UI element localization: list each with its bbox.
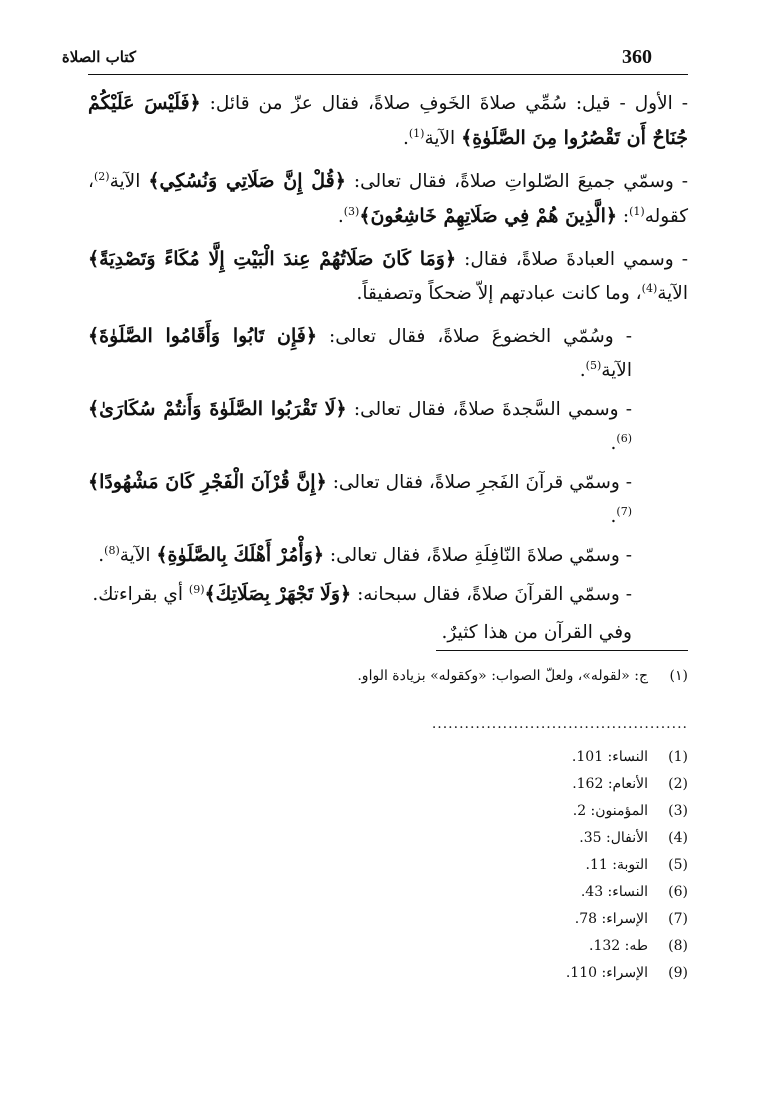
reference-item: (1)النساء: 101.	[571, 749, 688, 765]
reference-item: (7)الإسراء: 78.	[574, 911, 688, 927]
reference-item: (3)المؤمنون: 2.	[572, 803, 688, 819]
main-text	[88, 86, 688, 654]
quran-verse: ﴿وَمَا كَانَ صَلَاتُهُمْ عِندَ الْبَيْتِ إِلَّا مُكَاءً وَتَصْدِيَةً﴾	[88, 248, 457, 270]
quran-verse: ﴿إِنَّ قُرْآنَ الْفَجْرِ كَانَ مَشْهُودًا﴾	[88, 471, 327, 493]
paragraph-9: وفي القرآن من هذا كثيرٌ.	[441, 622, 632, 643]
reference-item: (8)طه: 132.	[588, 938, 688, 954]
footnote-rule	[436, 650, 688, 651]
quran-verse: ﴿الَّذِينَ هُمْ فِي صَلَاتِهِمْ خَاشِعُونَ﴾	[359, 205, 617, 227]
quran-verse: ﴿فَإِن تَابُوا وَأَقَامُوا الصَّلَوٰةَ﴾	[88, 325, 318, 347]
reference-item: (6)النساء: 43.	[580, 884, 688, 900]
paragraph-4: - وسُمّي الخضوعَ صلاةً، فقال تعالى: ﴿فَإِن تَابُوا وَأَقَامُوا الصَّلَوٰةَ﴾ الآية$^{(5)}$.	[88, 325, 632, 381]
footnote-marker: (1)	[629, 204, 645, 218]
footnote-text: ج: «لقوله»، ولعلّ الصواب: «وكقوله» بزيادة الواو.	[357, 668, 648, 684]
paragraph-3: - وسمي العبادةَ صلاةً، فقال: ﴿وَمَا كَانَ صَلَاتُهُمْ عِندَ الْبَيْتِ إِلَّا مُكَاءً وَتَصْدِيَةً﴾ الآية$^{(4)}$، وما كانت عبادتهم إلاّ ضحكاً وتصفيقاً.	[88, 248, 688, 304]
footnote-marker: (5)	[585, 358, 602, 372]
paragraph-5: - وسمي السَّجدةَ صلاةً، فقال تعالى: ﴿لَا تَقْرَبُوا الصَّلَوٰةَ وَأَنتُمْ سُكَارَىٰ﴾$^{(6)}$.	[88, 398, 632, 454]
reference-item: (9)الإسراء: 110.	[565, 965, 688, 981]
paragraph-8: - وسمّي القرآنَ صلاةً، فقال سبحانه: ﴿وَلَا تَجْهَرْ بِصَلَاتِكَ﴾$^{(9)}$ أي بقراءتك.	[92, 582, 632, 605]
paragraph-2: - وسمّي جميعَ الصّلواتِ صلاةً، فقال تعالى: ﴿قُلْ إِنَّ صَلَاتِي وَنُسُكِي﴾ الآية$^{(2)}$، كقوله$^{(1)}$: ﴿الَّذِينَ هُمْ فِي صَلَاتِهِمْ خَاشِعُونَ﴾$^{(3)}$.	[88, 169, 689, 227]
footnote-marker: (7)	[616, 504, 632, 518]
verse-references	[88, 744, 688, 987]
reference-item: (2)الأنعام: 162.	[572, 776, 688, 792]
paragraph-1: - الأول - قيل: سُمِّي صلاةَ الخَوفِ صلاةً، فقال عزّ من قائل: ﴿فَلَيْسَ عَلَيْكُمْ جُنَاحٌ أَن تَقْصُرُوا مِنَ الصَّلَوٰةِ﴾ الآية$^{(1)}$.	[88, 92, 688, 149]
reference-item: (4)الأنفال: 35.	[579, 830, 688, 846]
footnote-marker: (6)	[616, 431, 632, 445]
quran-verse: ﴿لَا تَقْرَبُوا الصَّلَوٰةَ وَأَنتُمْ سُكَارَىٰ﴾	[88, 398, 347, 420]
footnote-number: (١)	[669, 668, 688, 684]
quran-verse: ﴿قُلْ إِنَّ صَلَاتِي وَنُسُكِي﴾	[148, 170, 346, 192]
footnote-marker: (2)	[93, 169, 110, 183]
quran-verse: ﴿وَأْمُرْ أَهْلَكَ بِالصَّلَوٰةِ﴾	[156, 544, 325, 566]
dotted-separator: ...............................................	[431, 716, 688, 732]
reference-item: (5)التوبة: 11.	[585, 857, 688, 873]
footnote-marker: (8)	[104, 543, 120, 557]
footnote-marker: (1)	[408, 126, 425, 140]
page-number: 360	[622, 46, 652, 68]
paragraph-7: - وسمّي صلاةَ النّافِلَةِ صلاةً، فقال تعالى: ﴿وَأْمُرْ أَهْلَكَ بِالصَّلَوٰةِ﴾ الآية$^{(8)}$.	[98, 543, 632, 566]
footnote-marker: (9)	[188, 582, 205, 596]
paragraph-6: - وسمّي قرآنَ الفَجرِ صلاةً، فقال تعالى: ﴿إِنَّ قُرْآنَ الْفَجْرِ كَانَ مَشْهُودًا﴾$^{(7)}$.	[88, 471, 632, 527]
footnote-marker: (4)	[641, 281, 658, 295]
footnote-marker: (3)	[343, 204, 360, 218]
header-rule	[88, 74, 688, 75]
quran-verse: ﴿وَلَا تَجْهَرْ بِصَلَاتِكَ﴾	[204, 583, 352, 605]
running-title: كتاب الصلاة	[61, 48, 136, 66]
quran-verse: ﴿فَلَيْسَ عَلَيْكُمْ جُنَاحٌ أَن تَقْصُرُوا مِنَ الصَّلَوٰةِ﴾	[88, 92, 688, 149]
editor-footnote	[88, 664, 688, 688]
